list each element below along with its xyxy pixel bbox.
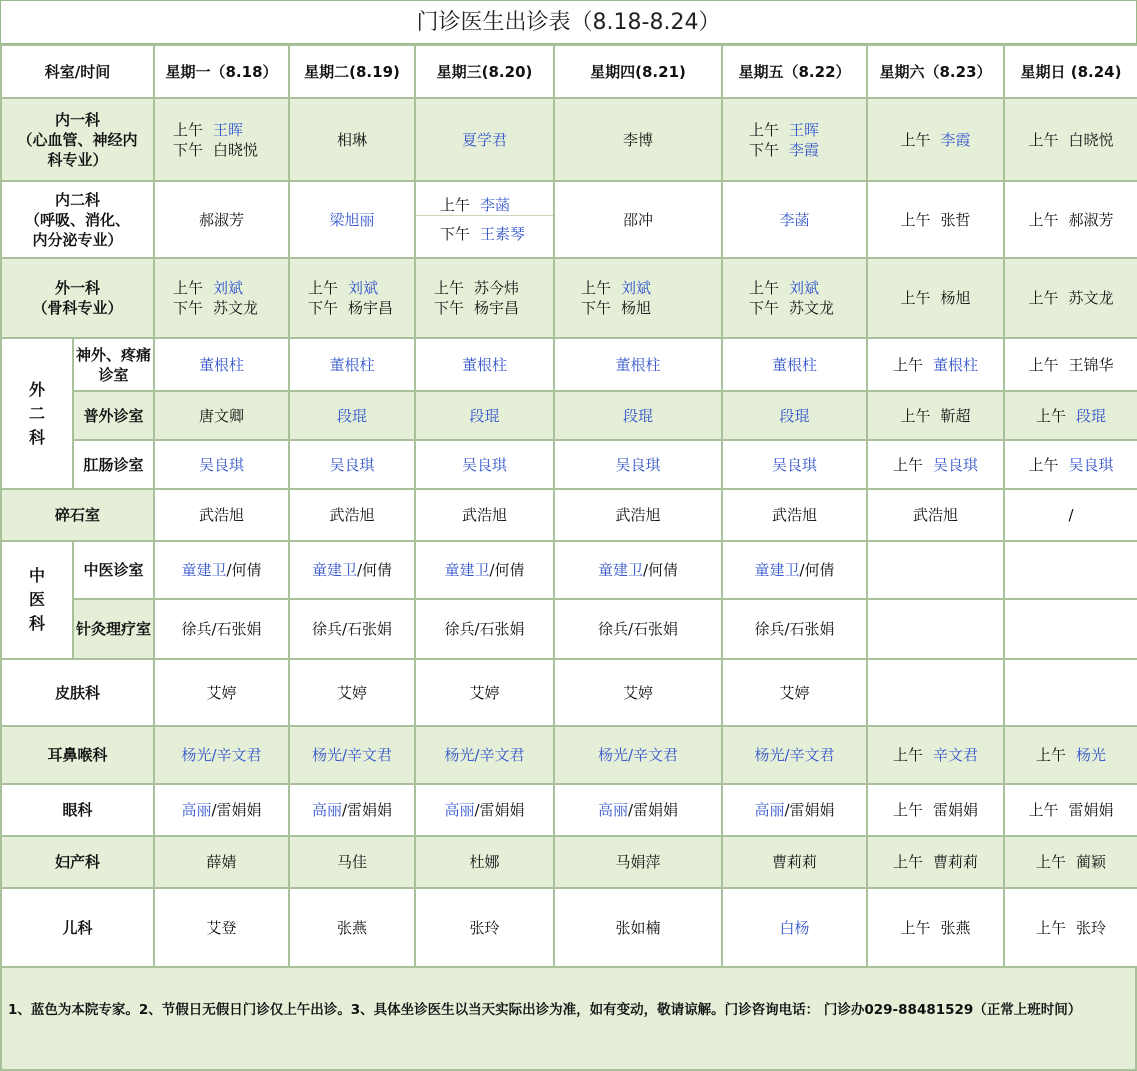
schedule-cell: 高丽/雷娟娟 bbox=[415, 784, 554, 836]
schedule-cell: 上午 苏文龙 bbox=[1004, 258, 1137, 338]
dept-label: 碎石室 bbox=[1, 489, 154, 541]
schedule-cell: 上午 张燕 bbox=[867, 888, 1004, 968]
schedule-cell: 童建卫/何倩 bbox=[722, 541, 867, 599]
schedule-cell: 童建卫/何倩 bbox=[415, 541, 554, 599]
schedule-cell: 童建卫/何倩 bbox=[154, 541, 289, 599]
table-row bbox=[1, 659, 1137, 726]
doctor-name: 武浩旭 bbox=[722, 489, 867, 541]
header-row bbox=[1, 45, 1137, 98]
schedule-cell: 童建卫/何倩 bbox=[289, 541, 415, 599]
subdept-label: 针灸理疗室 bbox=[73, 599, 154, 659]
schedule-cell: 上午 辛文君 bbox=[867, 726, 1004, 784]
schedule-cell: 上午 刘斌 下午 苏文龙 bbox=[154, 258, 289, 338]
doctor-name: 梁旭丽 bbox=[329, 210, 375, 229]
schedule-cell: 上午 雷娟娟 bbox=[867, 784, 1004, 836]
doctor-name: 段琨 bbox=[554, 391, 722, 440]
doctor-name: 徐兵/石张娟 bbox=[554, 599, 722, 659]
table-row bbox=[1, 181, 1137, 258]
table-row bbox=[1, 489, 1137, 541]
table-row bbox=[1, 98, 1137, 181]
schedule-cell: 上午 王锦华 bbox=[1004, 338, 1137, 391]
doctor-name: 曹莉莉 bbox=[722, 836, 867, 888]
doctor-name: 杨旭 bbox=[940, 289, 971, 307]
schedule-cell: 上午 王晖 下午 李霞 bbox=[722, 98, 867, 181]
doctor-name: 吴良琪 bbox=[1068, 455, 1114, 474]
doctor-name: 刘斌 bbox=[213, 279, 244, 297]
doctor-name: 杨光/辛文君 bbox=[289, 726, 415, 784]
empty-cell bbox=[1004, 599, 1137, 659]
schedule-cell: 上午 李霞 bbox=[867, 98, 1004, 181]
doctor-name: 吴良琪 bbox=[933, 455, 979, 474]
table-row bbox=[1, 888, 1137, 968]
header-day: 星期四(8.21) bbox=[554, 45, 722, 98]
doctor-name: 杨光/辛文君 bbox=[154, 726, 289, 784]
doctor-name: 辛文君 bbox=[933, 746, 979, 764]
subdept-label: 肛肠诊室 bbox=[73, 440, 154, 489]
doctor-name: 徐兵/石张娟 bbox=[722, 599, 867, 659]
doctor-name: 杨光/辛文君 bbox=[722, 726, 867, 784]
dept-label: 眼科 bbox=[1, 784, 154, 836]
doctor-name: 杜娜 bbox=[415, 836, 554, 888]
doctor-name: 徐兵/石张娟 bbox=[289, 599, 415, 659]
doctor-name: 杨旭 bbox=[621, 299, 652, 317]
doctor-name: 白晓悦 bbox=[1068, 130, 1114, 149]
schedule-table bbox=[0, 44, 1137, 969]
doctor-name: 段琨 bbox=[722, 391, 867, 440]
doctor-name: 王素琴 bbox=[480, 225, 526, 243]
dept-label: 皮肤科 bbox=[1, 659, 154, 726]
schedule-cell: 高丽/雷娟娟 bbox=[554, 784, 722, 836]
doctor-name: 艾婷 bbox=[722, 659, 867, 726]
doctor-name: 杨宇昌 bbox=[474, 299, 520, 317]
header-day: 星期日 (8.24) bbox=[1004, 45, 1137, 98]
doctor-name: 李霞 bbox=[940, 130, 971, 149]
doctor-name: 杨光/辛文君 bbox=[554, 726, 722, 784]
doctor-name: 武浩旭 bbox=[154, 489, 289, 541]
dept-label: 耳鼻喉科 bbox=[1, 726, 154, 784]
doctor-name: 艾婷 bbox=[554, 659, 722, 726]
schedule-cell bbox=[154, 181, 289, 258]
subdept-label: 普外诊室 bbox=[73, 391, 154, 440]
doctor-name: 吴良琪 bbox=[289, 440, 415, 489]
doctor-name: 艾婷 bbox=[289, 659, 415, 726]
doctor-name: 吴良琪 bbox=[415, 440, 554, 489]
doctor-name: 马娟萍 bbox=[554, 836, 722, 888]
doctor-name: 徐兵/石张娟 bbox=[154, 599, 289, 659]
doctor-name: 杨宇昌 bbox=[348, 299, 394, 317]
doctor-name: 靳超 bbox=[940, 406, 971, 425]
doctor-name: 苏文龙 bbox=[213, 299, 259, 317]
schedule-cell: 上午 苏今炜 下午 杨宇昌 bbox=[415, 258, 554, 338]
schedule-cell: 上午 张玲 bbox=[1004, 888, 1137, 968]
schedule-cell: 上午 靳超 bbox=[867, 391, 1004, 440]
schedule-cell: 童建卫/何倩 bbox=[554, 541, 722, 599]
doctor-name: 白杨 bbox=[722, 888, 867, 968]
dept-label: 内一科 （心血管、神经内 科专业） bbox=[1, 98, 154, 181]
schedule-cell: 上午 董根柱 bbox=[867, 338, 1004, 391]
doctor-name: 董根柱 bbox=[415, 338, 554, 391]
doctor-name: 张如楠 bbox=[554, 888, 722, 968]
doctor-name: 雷娟娟 bbox=[1068, 801, 1114, 819]
doctor-name: 段琨 bbox=[289, 391, 415, 440]
doctor-name: 张哲 bbox=[940, 210, 971, 229]
doctor-name: 李菡 bbox=[480, 196, 511, 214]
doctor-name: 邵冲 bbox=[623, 210, 654, 229]
table-row bbox=[1, 258, 1137, 338]
schedule-cell bbox=[722, 181, 867, 258]
dept-label: 中医科 bbox=[1, 541, 73, 659]
doctor-name: 白晓悦 bbox=[213, 140, 259, 159]
header-day: 星期一（8.18） bbox=[154, 45, 289, 98]
schedule-cell: 上午 刘斌 下午 杨旭 bbox=[554, 258, 722, 338]
table-row bbox=[1, 440, 1137, 489]
table-row bbox=[1, 338, 1137, 391]
doctor-name: 武浩旭 bbox=[554, 489, 722, 541]
doctor-name: 相琳 bbox=[337, 130, 368, 149]
doctor-name: 吴良琪 bbox=[554, 440, 722, 489]
doctor-name: 武浩旭 bbox=[415, 489, 554, 541]
doctor-name: 杨光/辛文君 bbox=[415, 726, 554, 784]
schedule-cell: 上午 杨旭 bbox=[867, 258, 1004, 338]
schedule-cell bbox=[554, 181, 722, 258]
doctor-name: 艾婷 bbox=[415, 659, 554, 726]
doctor-name: 张燕 bbox=[940, 919, 971, 937]
header-day: 星期六（8.23） bbox=[867, 45, 1004, 98]
doctor-name: 武浩旭 bbox=[867, 489, 1004, 541]
doctor-name: 刘斌 bbox=[621, 279, 652, 297]
dept-label: 内二科 （呼吸、消化、 内分泌专业） bbox=[1, 181, 154, 258]
doctor-name: 王锦华 bbox=[1068, 355, 1114, 374]
doctor-name: 刘斌 bbox=[348, 279, 379, 297]
empty-cell bbox=[1004, 541, 1137, 599]
doctor-name: 苏文龙 bbox=[789, 299, 835, 317]
doctor-name: 张玲 bbox=[1076, 919, 1107, 937]
doctor-name: 苏今炜 bbox=[474, 279, 520, 297]
schedule-cell: 上午 段琨 bbox=[1004, 391, 1137, 440]
doctor-name: 张玲 bbox=[415, 888, 554, 968]
schedule-cell: 上午 刘斌 下午 杨宇昌 bbox=[289, 258, 415, 338]
schedule-cell: 高丽/雷娟娟 bbox=[154, 784, 289, 836]
table-row bbox=[1, 836, 1137, 888]
empty-cell bbox=[1004, 659, 1137, 726]
schedule-cell: 上午 李菡 下午 王素琴 bbox=[415, 181, 554, 258]
schedule-cell bbox=[289, 98, 415, 181]
doctor-name: 董根柱 bbox=[722, 338, 867, 391]
table-row bbox=[1, 599, 1137, 659]
doctor-name: 徐兵/石张娟 bbox=[415, 599, 554, 659]
table-row bbox=[1, 391, 1137, 440]
doctor-name: 马佳 bbox=[289, 836, 415, 888]
schedule-cell: 上午 王晖 下午 白晓悦 bbox=[154, 98, 289, 181]
doctor-name: 吴良琪 bbox=[722, 440, 867, 489]
doctor-name: 艾婷 bbox=[154, 659, 289, 726]
doctor-name: 刘斌 bbox=[789, 279, 820, 297]
schedule-cell: 上午 雷娟娟 bbox=[1004, 784, 1137, 836]
empty-cell bbox=[867, 599, 1004, 659]
doctor-name: 郝淑芳 bbox=[1068, 210, 1114, 229]
schedule-cell bbox=[554, 98, 722, 181]
subdept-label: 神外、疼痛诊室 bbox=[73, 338, 154, 391]
doctor-name: 董根柱 bbox=[289, 338, 415, 391]
schedule-cell bbox=[289, 181, 415, 258]
page-title: 门诊医生出诊表（8.18-8.24） bbox=[0, 0, 1137, 44]
doctor-name: 李霞 bbox=[789, 140, 820, 159]
schedule-cell: 上午 杨光 bbox=[1004, 726, 1137, 784]
doctor-name: 段琨 bbox=[415, 391, 554, 440]
doctor-name: 曹莉莉 bbox=[933, 853, 979, 871]
header-day: 星期二(8.19) bbox=[289, 45, 415, 98]
table-row bbox=[1, 541, 1137, 599]
schedule-cell: 上午 白晓悦 bbox=[1004, 98, 1137, 181]
doctor-name: 蔺颖 bbox=[1076, 853, 1107, 871]
doctor-name: 薛婧 bbox=[154, 836, 289, 888]
schedule-cell: 上午 吴良琪 bbox=[867, 440, 1004, 489]
doctor-name: 雷娟娟 bbox=[933, 801, 979, 819]
dept-label: 外一科 （骨科专业） bbox=[1, 258, 154, 338]
table-row bbox=[1, 784, 1137, 836]
doctor-name: 郝淑芳 bbox=[199, 210, 245, 229]
schedule-cell: 上午 张哲 bbox=[867, 181, 1004, 258]
doctor-name: 李博 bbox=[623, 130, 654, 149]
doctor-name: 王晖 bbox=[789, 120, 820, 139]
schedule-cell: 上午 郝淑芳 bbox=[1004, 181, 1137, 258]
schedule-cell: 上午 刘斌 下午 苏文龙 bbox=[722, 258, 867, 338]
doctor-name: 董根柱 bbox=[554, 338, 722, 391]
doctor-name: 董根柱 bbox=[154, 338, 289, 391]
schedule-cell bbox=[415, 98, 554, 181]
empty-cell bbox=[867, 659, 1004, 726]
doctor-name: 董根柱 bbox=[933, 355, 979, 374]
subdept-label: 中医诊室 bbox=[73, 541, 154, 599]
doctor-name: 张燕 bbox=[289, 888, 415, 968]
doctor-name: / bbox=[1004, 489, 1137, 541]
footer-note: 1、蓝色为本院专家。2、节假日无假日门诊仅上午出诊。3、具体坐诊医生以当天实际出诊为准，如有变动，敬请谅解。门诊咨询电话： 门诊办029-88481529（正常上班时间） bbox=[0, 966, 1137, 1071]
doctor-name: 段琨 bbox=[1076, 406, 1107, 425]
dept-label: 外二科 bbox=[1, 338, 73, 489]
doctor-name: 李菡 bbox=[779, 210, 810, 229]
empty-cell bbox=[867, 541, 1004, 599]
doctor-name: 夏学君 bbox=[462, 130, 508, 149]
schedule-cell: 上午 曹莉莉 bbox=[867, 836, 1004, 888]
doctor-name: 艾登 bbox=[154, 888, 289, 968]
dept-label: 妇产科 bbox=[1, 836, 154, 888]
doctor-name: 吴良琪 bbox=[154, 440, 289, 489]
header-dept: 科室/时间 bbox=[1, 45, 154, 98]
doctor-name: 唐文卿 bbox=[154, 391, 289, 440]
schedule-cell: 高丽/雷娟娟 bbox=[722, 784, 867, 836]
doctor-name: 武浩旭 bbox=[289, 489, 415, 541]
schedule-cell: 上午 蔺颖 bbox=[1004, 836, 1137, 888]
schedule-cell: 上午 吴良琪 bbox=[1004, 440, 1137, 489]
doctor-name: 王晖 bbox=[213, 120, 244, 139]
doctor-name: 杨光 bbox=[1076, 746, 1107, 764]
schedule-cell: 高丽/雷娟娟 bbox=[289, 784, 415, 836]
doctor-name: 苏文龙 bbox=[1068, 289, 1114, 307]
table-row bbox=[1, 726, 1137, 784]
header-day: 星期三(8.20) bbox=[415, 45, 554, 98]
dept-label: 儿科 bbox=[1, 888, 154, 968]
header-day: 星期五（8.22） bbox=[722, 45, 867, 98]
